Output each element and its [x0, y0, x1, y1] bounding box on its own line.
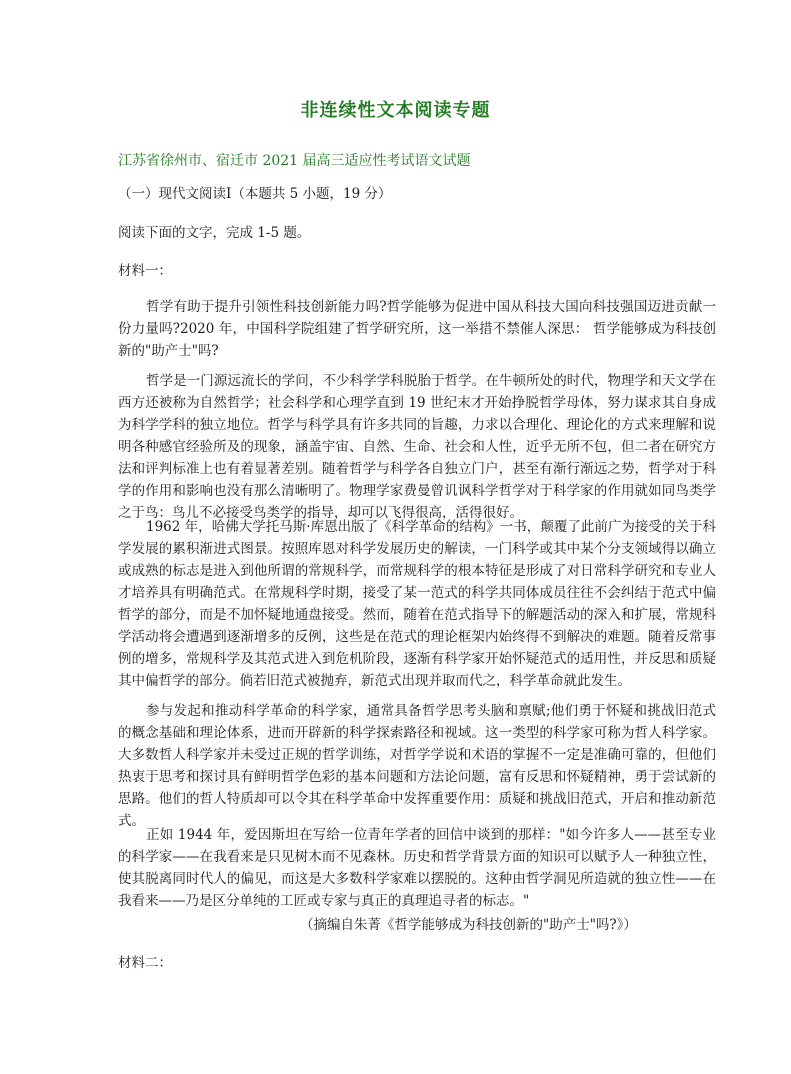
document-title: 非连续性文本阅读专题 [300, 100, 491, 121]
source-citation: （摘编自朱菁《哲学能够成为科技创新的"助产士"吗?》） [300, 917, 637, 933]
paragraph: 哲学有助于提升引领性科技创新能力吗?哲学能够为促进中国从科技大国向科技强国迈进贡献一份力量吗?2020 年，中国科学院组建了哲学研究所，这一举措不禁催人深思： 哲学能够成为科技创新的"助产士"吗? [118, 299, 716, 359]
instruction-text: 阅读下面的文字，完成 1-5 题。 [118, 225, 311, 241]
document-subtitle: 江苏省徐州市、宿迁市 2021 届高三适应性考试语文试题 [118, 153, 471, 169]
section-heading: （一）现代文阅读Ⅰ（本题共 5 小题，19 分） [118, 186, 392, 202]
paragraph: 参与发起和推动科学革命的科学家，通常具备哲学思考头脑和禀赋;他们勇于怀疑和挑战旧范式的概念基础和理论体系，进而开辟新的科学探索路径和视域。这一类型的科学家可称为哲人科学家。大多数哲人科学家并未受过正规的哲学训练，对哲学学说和术语的掌握不一定是准确可靠的，但他们热衷于思考和探讨具有鲜明哲学色彩的基本问题和方法论问题，富有反思和怀疑精神，勇于尝试新的思路。他们的哲人特质却可以令其在科学革命中发挥重要作用：质疑和挑战旧范式，开启和推动新范式。 [118, 703, 716, 829]
paragraph: 正如 1944 年，爱因斯坦在写给一位青年学者的回信中谈到的那样："如今许多人——甚至专业的科学家——在我看来是只见树木而不见森林。历史和哲学背景方面的知识可以赋予人一种独立性，使其脱离同时代人的偏见，而这是大多数科学家难以摆脱的。这种由哲学洞见所造就的独立性——在我看来——乃是区分单纯的工匠或专家与真正的真理追寻者的标志。" [118, 827, 716, 909]
material-two-label: 材料二： [118, 955, 172, 971]
material-one-label: 材料一： [118, 263, 172, 279]
paragraph: 哲学是一门源远流长的学问，不少科学学科脱胎于哲学。在牛顿所处的时代，物理学和天文学在西方还被称为自然哲学；社会科学和心理学直到 19 世纪末才开始挣脱哲学母体，努力谋求其自身成为科学学科的独立地位。哲学与科学具有许多共同的旨趣，力求以合理化、理论化的方式来理解和说明各种感官经验所及的现象，涵盖宇宙、自然、生命、社会和人性，近乎无所不包，但二者在研究方法和评判标准上也有着显著差别。随着哲学与科学各自独立门户，甚至有渐行渐远之势，哲学对于科学的作用和影响也没有那么清晰明了。物理学家费曼曾讥讽科学哲学对于科学家的作用就如同鸟类学之于鸟：鸟儿不必接受鸟类学的指导，却可以飞得很高，活得很好。 [118, 373, 716, 521]
paragraph: 1962 年，哈佛大学托马斯·库恩出版了《科学革命的结构》一书，颠覆了此前广为接受的关于科学发展的累积渐进式图景。按照库恩对科学发展历史的解读，一门科学或其中某个分支领域得以确立或成熟的标志是进入到他所谓的常规科学，而常规科学的根本特征是形成了对日常科学研究和专业人才培养具有明确范式。在常规科学时期，接受了某一范式的科学共同体成员往往不会纠结于范式中偏哲学的部分，而是不加怀疑地通盘接受。然而，随着在范式指导下的解题活动的深入和扩展，常规科学活动将会遭遇到逐渐增多的反例，这些是在范式的理论框架内始终得不到解决的难题。随着反常事例的增多，常规科学及其范式进入到危机阶段，逐渐有科学家开始怀疑范式的适用性，并反思和质疑其中偏哲学的部分。倘若旧范式被抛弃，新范式出现并取而代之，科学革命就此发生。 [118, 519, 716, 689]
